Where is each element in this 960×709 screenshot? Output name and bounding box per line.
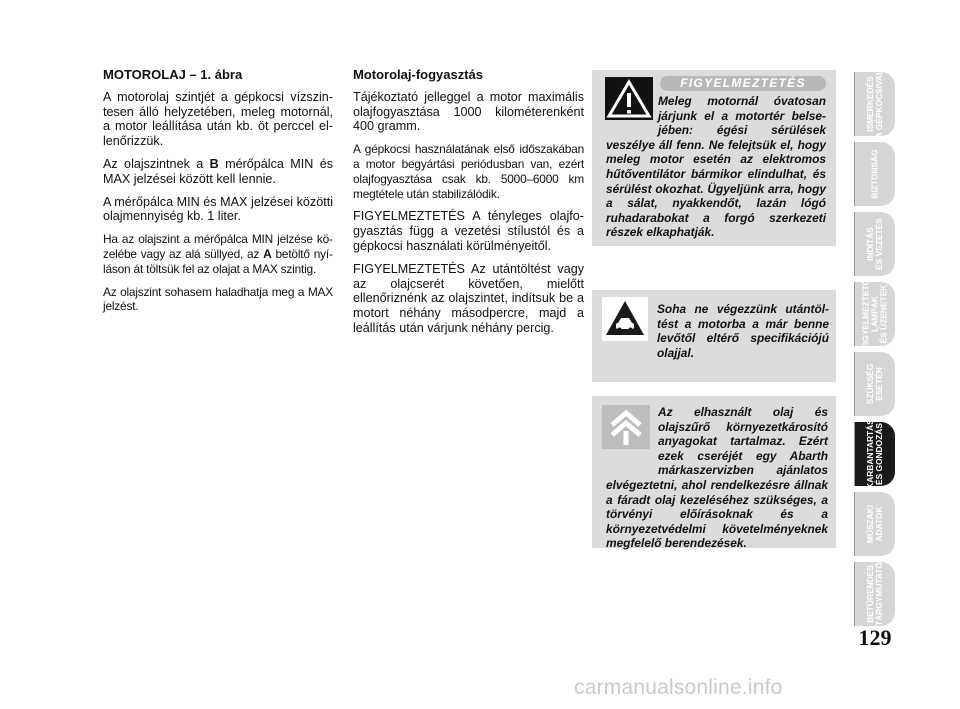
paragraph: Az olajszint sohasem haladhatja meg a MAX jelzést.: [103, 284, 333, 314]
warning-text-block: [606, 94, 826, 240]
watermark: carmanualsonline.info: [574, 676, 783, 699]
environment-text: Az elhasznált olaj és olajszűrő környezetkárosító anyagokat tartalmaz. Ezért ezek cseréjét egy Abarth márkaszervizben ajánlatos elvégeztetni, ahol rendelkezésre állnak a fáradt olaj kezeléséhez szükséges, a törvényi előírásoknak és a környezetvédelmi követelményeknek megfelelő berendezések.: [606, 405, 828, 551]
paragraph: Ha az olajszint a mérőpálca MIN jelzése közelébe vagy az alá süllyed, az A betöltő nyíláson át töltsük fel az olajat a MAX szintig.: [103, 232, 333, 276]
left-column: [103, 68, 333, 322]
tab-starting-driving[interactable]: INDÍTÁS ÉS VEZETÉS: [854, 212, 895, 276]
paragraph: A motorolaj szintjét a gépkocsi vízszintesen álló helyzetében, meleg motornál, a motor leállítása után kb. öt perccel ellenőrizzük.: [103, 89, 333, 149]
tab-safety[interactable]: BIZTONSÁG: [854, 142, 895, 206]
label-letter-b: B: [209, 156, 219, 171]
environment-text-block: [606, 405, 828, 551]
warning-header: FIGYELMEZTETÉS: [660, 76, 826, 91]
car-caution-icon: [602, 297, 648, 341]
paragraph: Az olajszintnek a B mérőpálca MIN és MAX jelzései között kell lennie.: [103, 156, 333, 186]
tab-index[interactable]: BETŰRENDES TÁRGYMUTATÓ: [854, 562, 895, 626]
paragraph: A gépkocsi használatának első időszakában a motor begyártási periódusban van, ezért olajfogyasztása csak kb. 5000–6000 km megtétele után stabilizálódik.: [353, 142, 584, 201]
paragraph: FIGYELMEZTETÉS Az utántöltést vagy az olajcserét követően, mielőtt ellenőriznénk az olajszintet, indítsuk be a motort néhány másodpercre, majd a leállítás után várjunk néhány percig.: [353, 261, 584, 335]
tab-getting-to-know[interactable]: ISMERKEDÉS A GÉPKOCSIVAL: [854, 72, 895, 136]
tab-technical-data[interactable]: MŰSZAKI ADATOK: [854, 492, 895, 556]
page-number: 129: [858, 625, 892, 650]
paragraph: Tájékoztató jelleggel a motor maximális olajfogyasztása 1000 kilométerenként 400 gramm.: [353, 89, 584, 134]
paragraph: A mérőpálca MIN és MAX jelzései közötti olajmennyiség kb. 1 liter.: [103, 194, 333, 224]
tab-emergency[interactable]: SZÜKSÉG ESETÉN: [854, 352, 895, 416]
caution-text: Soha ne végezzünk utántöltést a motorba a már benne levőtől eltérő specifikációjú olajjal.: [657, 302, 829, 360]
middle-column: [353, 68, 584, 344]
section-heading-oil-consumption: Motorolaj-fogyasztás: [353, 67, 484, 82]
warning-text: Meleg motornál óvatosan járjunk el a motortér belsejében: égési sérülések veszélye áll fenn. Ne felejtsük el, hogy meleg motor esetén az elektromos hűtőventilátor bármikor elindulhat, és sérülést okozhat. Ügyeljünk arra, hogy a sálat, nyakkendőt, lazán lógó ruhadarabokat a forgó szerkezeti részek elkaphatják.: [606, 94, 826, 240]
tab-warning-lights[interactable]: FIGYELMEZTETŐ LÁMPÁK ÉS ÜZENETEK: [854, 282, 895, 346]
label-letter-a: A: [263, 246, 272, 261]
tab-maintenance[interactable]: KARBANTARTÁS ÉS GONDOZÁS: [854, 422, 895, 486]
paragraph: FIGYELMEZTETÉS A tényleges olajfogyasztás függ a vezetési stílustól és a gépkocsi használati körülményeitől.: [353, 209, 584, 253]
section-heading-oil-level: MOTOROLAJ – 1. ábra: [103, 67, 243, 82]
